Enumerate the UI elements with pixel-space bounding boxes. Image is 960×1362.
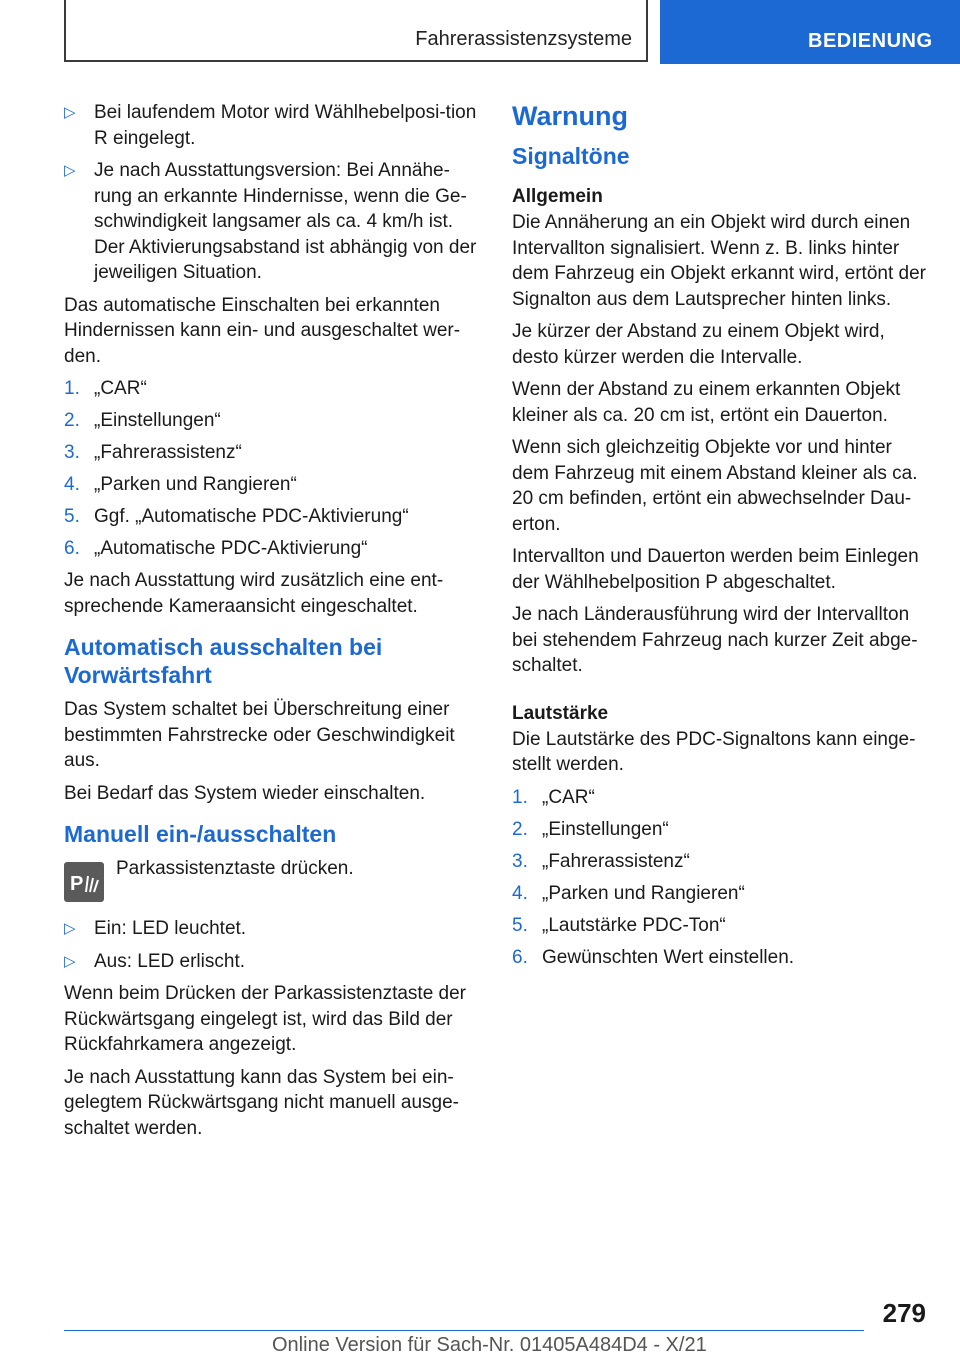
list-item: 3. „Fahrerassistenz“	[512, 850, 690, 872]
header-chapter-tab	[660, 0, 960, 64]
paragraph: Wenn der Abstand zu einem erkannten Objekt kleiner als ca. 20 cm ist, ertönt ein Dauerton.	[512, 379, 901, 426]
button-instruction: Parkassistenztaste drücken.	[116, 858, 354, 879]
list-item: ▷ Aus: LED erlischt.	[64, 949, 480, 975]
park-assist-glyph-icon	[68, 868, 100, 896]
paragraph: Das System schaltet bei Überschreitung einer bestimmten Fahrstrecke oder Geschwindigkeit aus.	[64, 699, 455, 771]
list-item: 3. „Fahrerassistenz“	[64, 442, 242, 463]
steps-list	[64, 376, 480, 562]
paragraph: Je nach Ausstattung wird zusätzlich eine ent-sprechende Kameraansicht eingeschaltet.	[64, 570, 444, 617]
paragraph: Die Lautstärke des PDC-Signaltons kann einge-stellt werden.	[512, 728, 916, 775]
list-item: 4. „Parken und Rangieren“	[64, 474, 297, 495]
paragraph: Intervallton und Dauerton werden beim Einlegen der Wählhebelposition P abgeschaltet.	[512, 546, 919, 593]
list-item: ▷ Je nach Ausstattungsversion: Bei Annähe-rung an erkannte Hindernisse, wenn die Ge-schwindigkeit langsamer als ca. 4 km/h ist. Der Aktivierungsabstand ist abhängig von der jeweiligen Situation.	[64, 160, 477, 283]
triangle-bullet-icon: ▷	[64, 104, 76, 121]
list-item: 4. „Parken und Rangieren“	[512, 882, 745, 904]
paragraph: Die Annäherung an ein Objekt wird durch einen Intervallton signalisiert. Wenn z. B. links hinter dem Fahrzeug ein Objekt erkannt wird, ertönt der Signalton aus dem Lautsprecher hinten links.	[512, 212, 926, 310]
triangle-bullet-icon: ▷	[64, 162, 76, 179]
paragraph: Wenn beim Drücken der Parkassistenztaste der Rückwärtsgang eingelegt ist, wird das Bild der Rückfahrkamera angezeigt.	[64, 983, 466, 1055]
list-item: 6. „Automatische PDC-Aktivierung“	[64, 538, 368, 559]
activation-conditions-list	[64, 100, 480, 286]
header-section-title: Fahrerassistenzsysteme	[415, 28, 632, 50]
paragraph: Das automatische Einschalten bei erkannten Hindernissen kann ein- und ausgeschaltet wer-den.	[64, 294, 461, 367]
heading-manual-toggle: Manuell ein-/ausschalten	[64, 821, 337, 847]
paragraph: Wenn sich gleichzeitig Objekte vor und hinter dem Fahrzeug mit einem Abstand kleiner als ca. 20 cm befinden, ertönt ein abwechselnder Dau-erton.	[512, 437, 918, 535]
footer-online-version: Online Version für Sach-Nr. 01405A484D4 - X/21	[272, 1334, 707, 1356]
paragraph: Je kürzer der Abstand zu einem Objekt wird, desto kürzer werden die Intervalle.	[512, 321, 885, 368]
paragraph: Bei Bedarf das System wieder einschalten.	[64, 782, 426, 804]
page-number: 279	[882, 1298, 926, 1328]
triangle-bullet-icon: ▷	[64, 952, 76, 970]
list-item: 5. Ggf. „Automatische PDC-Aktivierung“	[64, 506, 409, 527]
volume-steps-list	[512, 785, 930, 971]
led-states-list	[64, 916, 480, 974]
right-column	[512, 100, 930, 977]
list-item: ▷ Bei laufendem Motor wird Wählhebelposi-tion R eingelegt.	[64, 102, 477, 149]
paragraph: Je nach Ausstattung kann das System bei ein-gelegtem Rückwärtsgang nicht manuell ausge-schaltet werden.	[64, 1066, 459, 1139]
list-item: 6. Gewünschten Wert einstellen.	[512, 946, 795, 968]
list-item: ▷ Ein: LED leuchtet.	[64, 916, 480, 942]
list-item: 2. „Einstellungen“	[512, 818, 669, 840]
heading-volume: Lautstärke	[512, 702, 609, 724]
park-assist-button-icon	[64, 862, 104, 902]
heading-warning: Warnung	[512, 101, 628, 131]
button-instruction-row	[64, 856, 480, 908]
triangle-bullet-icon: ▷	[64, 920, 76, 937]
list-item: 5. „Lautstärke PDC-Ton“	[512, 914, 726, 936]
paragraph: Je nach Länderausführung wird der Intervallton bei stehendem Fahrzeug nach kurzer Zeit abge-schaltet.	[512, 604, 918, 676]
list-item: 2. „Einstellungen“	[64, 410, 221, 431]
heading-general: Allgemein	[512, 186, 603, 207]
footer-divider	[64, 1330, 864, 1331]
list-item: 1. „CAR“	[512, 786, 595, 808]
heading-signal-tones: Signaltöne	[512, 143, 630, 169]
header-section-box	[64, 0, 648, 62]
left-column	[64, 100, 480, 1148]
svg-text:P: P	[70, 873, 84, 895]
list-item: 1. „CAR“	[64, 378, 147, 399]
heading-auto-off: Automatisch ausschalten bei Vorwärtsfahrt	[64, 634, 383, 688]
header-chapter-title: BEDIENUNG	[808, 30, 933, 52]
